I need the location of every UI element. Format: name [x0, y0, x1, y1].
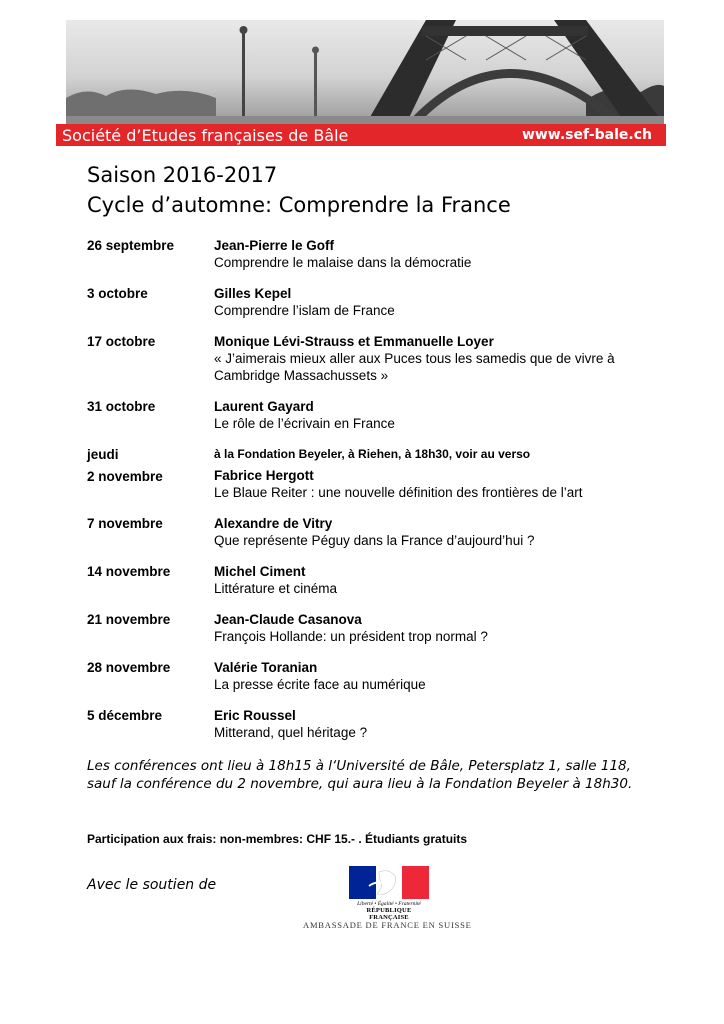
entry-topic: Le rôle de l’écrivain en France: [214, 416, 395, 431]
program-entry: [87, 398, 657, 432]
entry-topic: Comprendre l’islam de France: [214, 303, 395, 318]
website-link[interactable]: www.sef-bale.ch: [521, 127, 652, 143]
program-entry: [87, 659, 657, 693]
embassy-name: AMBASSADE DE FRANCE EN SUISSE: [303, 920, 472, 930]
entry-date: 14 novembre: [87, 564, 171, 579]
page-title: [87, 160, 511, 220]
program-entry: [87, 563, 657, 597]
entry-speaker: Jean-Pierre le Goff: [214, 238, 335, 253]
marianne-flag-icon: [349, 866, 429, 899]
entry-date: 3 octobre: [87, 286, 148, 301]
entry-speaker: Laurent Gayard: [214, 399, 314, 414]
entry-topic: Comprendre le malaise dans la démocratie: [214, 255, 472, 270]
entry-date: 17 octobre: [87, 334, 156, 349]
entry-speaker: Valérie Toranian: [214, 660, 318, 675]
entry-speaker: Gilles Kepel: [214, 286, 292, 301]
eiffel-tower-photo: [66, 20, 664, 124]
logo-motto: Liberté • Égalité • Fraternité: [357, 901, 421, 907]
entry-topic: Littérature et cinéma: [214, 581, 338, 596]
program-entry: [87, 611, 657, 645]
venue-info: Les conférences ont lieu à 18h15 à l‘Université de Bâle, Petersplatz 1, salle 118, sauf la conférence du 2 novembre, qui aura lieu à la Fondation Beyeler à 18h30.: [87, 758, 633, 792]
entry-speaker: Jean-Claude Casanova: [214, 612, 362, 627]
entry-topic: Le Blaue Reiter : une nouvelle définition des frontières de l’art: [214, 485, 583, 500]
organization-name: Société d’Etudes françaises de Bâle: [62, 125, 349, 145]
lecture-program: [87, 237, 657, 755]
entry-date: 28 novembre: [87, 660, 171, 675]
program-entry: [87, 707, 657, 741]
entry-weekday: jeudi: [87, 447, 119, 462]
program-entry: [87, 237, 657, 271]
entry-topic: Mitterand, quel héritage ?: [214, 725, 368, 740]
entry-topic: Que représente Péguy dans la France d’aujourd’hui ?: [214, 533, 535, 548]
program-entry: [87, 285, 657, 319]
fees-info: Participation aux frais: non-membres: CHF 15.- . Étudiants gratuits: [87, 832, 468, 846]
entry-topic: « J’aimerais mieux aller aux Puces tous les samedis que de vivre à Cambridge Massachussets »: [214, 351, 615, 383]
entry-speaker: Fabrice Hergott: [214, 468, 314, 483]
entry-topic: La presse écrite face au numérique: [214, 677, 426, 692]
entry-date-second: 2 novembre: [87, 469, 163, 484]
marianne-profile-icon: [349, 866, 429, 899]
header-banner: [56, 124, 666, 146]
entry-speaker: Alexandre de Vitry: [214, 516, 333, 531]
entry-date: 26 septembre: [87, 238, 175, 253]
logo-republic-name: RÉPUBLIQUE FRANÇAISE: [366, 907, 412, 921]
entry-speaker: Monique Lévi-Strauss et Emmanuelle Loyer: [214, 334, 494, 349]
season-title: Saison 2016-2017: [87, 163, 278, 187]
program-entry: [87, 515, 657, 549]
cycle-title: Cycle d’automne: Comprendre la France: [87, 193, 511, 217]
eiffel-tower-image: [66, 20, 664, 124]
entry-date: 7 novembre: [87, 516, 163, 531]
entry-date: 21 novembre: [87, 612, 171, 627]
entry-topic: François Hollande: un président trop normal ?: [214, 629, 488, 644]
entry-venue-note: à la Fondation Beyeler, à Riehen, à 18h30, voir au verso: [214, 447, 531, 461]
program-entry: [87, 446, 657, 501]
entry-date: 5 décembre: [87, 708, 163, 723]
program-entry: [87, 333, 657, 384]
republique-francaise-logo: [349, 866, 429, 921]
support-label: Avec le soutien de: [87, 877, 217, 893]
entry-date: [87, 446, 214, 501]
entry-speaker: Eric Roussel: [214, 708, 296, 723]
entry-speaker: Michel Ciment: [214, 564, 306, 579]
entry-date: 31 octobre: [87, 399, 156, 414]
